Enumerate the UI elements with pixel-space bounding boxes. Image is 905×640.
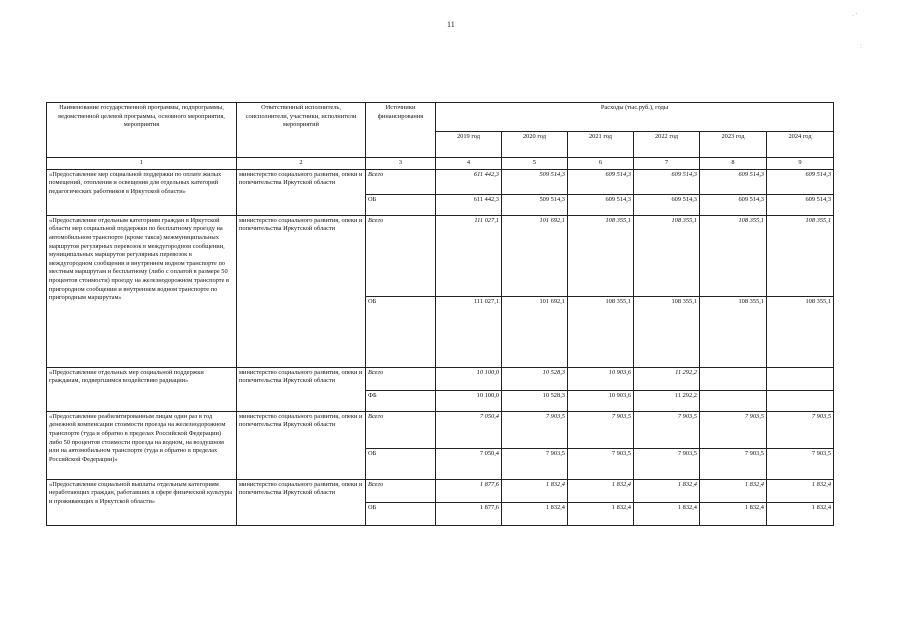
source-total-label: Всего: [366, 479, 436, 502]
budget-value: 108 355,1: [700, 296, 767, 367]
total-value: [700, 367, 767, 390]
total-value: 7 050,4: [436, 411, 502, 448]
total-value: 7 903,5: [767, 411, 834, 448]
budget-value: 10 528,3: [502, 390, 568, 411]
budget-value: 108 355,1: [767, 296, 834, 367]
source-budget-label: ОБ: [366, 194, 436, 215]
budget-value: 1 877,6: [436, 502, 502, 525]
source-budget-label: ФБ: [366, 390, 436, 411]
total-value: 1 832,4: [568, 479, 634, 502]
total-value: 509 514,3: [502, 169, 568, 194]
budget-value: 609 514,3: [767, 194, 834, 215]
total-value: 108 355,1: [568, 215, 634, 296]
source-total-label: Всего: [366, 169, 436, 194]
budget-table: [46, 102, 834, 526]
total-value: 1 832,4: [502, 479, 568, 502]
scan-speck: . ·: [852, 10, 858, 18]
budget-value: [700, 390, 767, 411]
total-value: 1 877,6: [436, 479, 502, 502]
source-total-label: Всего: [366, 215, 436, 296]
column-number: 6: [568, 158, 634, 170]
scan-speck: :: [860, 42, 862, 50]
table-row: [47, 367, 834, 390]
total-value: 11 292,2: [634, 367, 700, 390]
budget-value: 7 050,4: [436, 448, 502, 479]
page-number: 11: [447, 20, 455, 29]
budget-value: 7 903,5: [700, 448, 767, 479]
column-number: 9: [767, 158, 834, 170]
budget-value: 10 100,0: [436, 390, 502, 411]
total-value: 108 355,1: [767, 215, 834, 296]
total-value: 611 442,3: [436, 169, 502, 194]
column-number: 7: [634, 158, 700, 170]
budget-value: 108 355,1: [634, 296, 700, 367]
budget-value: 609 514,3: [700, 194, 767, 215]
measure-name: «Предоставление реабилитированным лицам один раз в год денежной компенсации стоимости проезда на железнодорожном транспорте (туда и обратно в пределах Российской Федерации) либо 50 процентов стоимости проезда на водном, на воздушном или на автомобильном транспорте (туда и обратно в пределах Российской Федерации)»: [47, 411, 237, 479]
budget-value: 7 903,5: [767, 448, 834, 479]
total-value: 609 514,3: [767, 169, 834, 194]
total-value: 1 832,4: [767, 479, 834, 502]
budget-value: [767, 390, 834, 411]
header-year: 2020 год: [502, 132, 568, 158]
column-number: 3: [366, 158, 436, 170]
executor: министерство социального развития, опеки и попечительства Иркутской области: [237, 411, 366, 479]
column-number: 2: [237, 158, 366, 170]
budget-value: 101 692,1: [502, 296, 568, 367]
total-value: 7 903,5: [502, 411, 568, 448]
budget-value: 10 903,6: [568, 390, 634, 411]
header-executor: Ответственный исполнитель, соисполнители, участники, исполнители мероприятий: [237, 103, 366, 158]
total-value: 609 514,3: [568, 169, 634, 194]
table-row: [47, 169, 834, 194]
column-number: 1: [47, 158, 237, 170]
total-value: 7 903,5: [700, 411, 767, 448]
measure-name: «Предоставление отдельных мер социальной поддержки гражданам, подвергшимся воздействию радиации»: [47, 367, 237, 411]
budget-value: 1 832,4: [700, 502, 767, 525]
executor: министерство социального развития, опеки и попечительства Иркутской области: [237, 367, 366, 411]
header-year: 2022 год: [634, 132, 700, 158]
budget-value: 11 292,2: [634, 390, 700, 411]
total-value: 7 903,5: [634, 411, 700, 448]
budget-value: 7 903,5: [568, 448, 634, 479]
total-value: 1 832,4: [700, 479, 767, 502]
total-value: 10 528,3: [502, 367, 568, 390]
budget-value: 609 514,3: [634, 194, 700, 215]
total-value: 10 100,0: [436, 367, 502, 390]
source-budget-label: ОБ: [366, 296, 436, 367]
header-program: Наименование государственной программы, подпрограммы, ведомственной целевой программы, основного мероприятия, мероприятия: [47, 103, 237, 158]
total-value: 108 355,1: [700, 215, 767, 296]
total-value: 609 514,3: [700, 169, 767, 194]
budget-value: 611 442,3: [436, 194, 502, 215]
column-number: 4: [436, 158, 502, 170]
total-value: 10 903,6: [568, 367, 634, 390]
table-row: [47, 479, 834, 502]
budget-value: 1 832,4: [502, 502, 568, 525]
total-value: 7 903,5: [568, 411, 634, 448]
total-value: 609 514,3: [634, 169, 700, 194]
header-year: 2019 год: [436, 132, 502, 158]
total-value: 1 832,4: [634, 479, 700, 502]
executor: министерство социального развития, опеки и попечительства Иркутской области: [237, 169, 366, 215]
source-total-label: Всего: [366, 411, 436, 448]
column-number: 5: [502, 158, 568, 170]
source-budget-label: ОБ: [366, 502, 436, 525]
budget-value: 1 832,4: [767, 502, 834, 525]
header-year: 2023 год: [700, 132, 767, 158]
budget-value: 111 027,1: [436, 296, 502, 367]
total-value: 101 692,1: [502, 215, 568, 296]
budget-value: 7 903,5: [634, 448, 700, 479]
measure-name: «Предоставление социальной выплаты отдельным категориям неработающих граждан, работавших в сфере физической культуры и проживающих в Иркутской области»: [47, 479, 237, 525]
table-row: [47, 215, 834, 296]
executor: министерство социального развития, опеки и попечительства Иркутской области: [237, 479, 366, 525]
table-row: [47, 411, 834, 448]
source-total-label: Всего: [366, 367, 436, 390]
budget-value: 1 832,4: [568, 502, 634, 525]
header-year: 2024 год: [767, 132, 834, 158]
budget-value: 509 514,3: [502, 194, 568, 215]
budget-value: 609 514,3: [568, 194, 634, 215]
budget-value: 108 355,1: [568, 296, 634, 367]
header-year: 2021 год: [568, 132, 634, 158]
total-value: [767, 367, 834, 390]
total-value: 111 027,1: [436, 215, 502, 296]
source-budget-label: ОБ: [366, 448, 436, 479]
header-source: Источники финансирования: [366, 103, 436, 158]
column-number: 8: [700, 158, 767, 170]
budget-value: 7 903,5: [502, 448, 568, 479]
measure-name: «Предоставление мер социальной поддержки по оплате жилых помещений, отопления и освещения для отдельных категорий педагогических работников в Иркутской области»: [47, 169, 237, 215]
total-value: 108 355,1: [634, 215, 700, 296]
header-expenses: Расходы (тыс.руб.), годы: [436, 103, 834, 132]
executor: министерство социального развития, опеки и попечительства Иркутской области: [237, 215, 366, 367]
measure-name: «Предоставление отдельным категориям граждан в Иркутской области мер социальной поддержки по бесплатному проезду на автомобильном транспорте (кроме такси) межмуниципальных маршрутов регулярных перевозок в междугородном сообщении, муниципальных маршрутов регулярных перевозок в междугородном сообщении и внутреннем водном транспорте по местным маршрутам и бесплатному (либо с оплатой в размере 50 процентов стоимости) проезду на железнодорожном транспорте в пригородном сообщении и внутреннем водном транспорте по пригородным маршрутам»: [47, 215, 237, 367]
budget-value: 1 832,4: [634, 502, 700, 525]
